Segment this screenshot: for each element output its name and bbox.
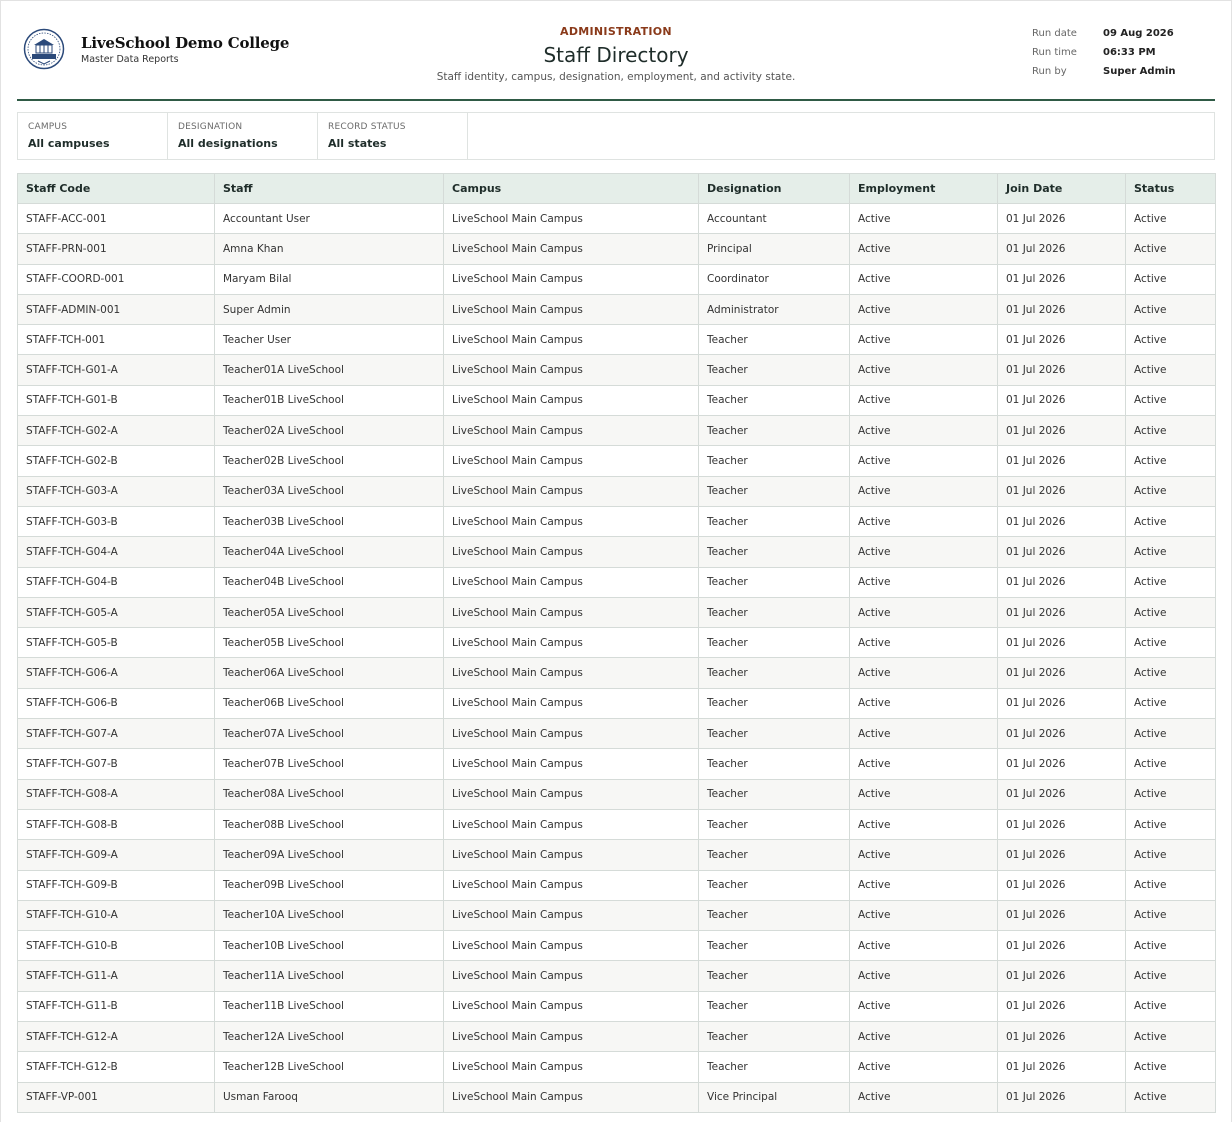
cell-employment: Active [850, 294, 998, 324]
cell-employment: Active [850, 900, 998, 930]
cell-employment: Active [850, 719, 998, 749]
cell-campus: LiveSchool Main Campus [444, 325, 699, 355]
meta-value: 06:33 PM [1103, 47, 1156, 58]
cell-staff-code: STAFF-TCH-G06-B [18, 688, 215, 718]
cell-status: Active [1126, 961, 1216, 991]
table-row [18, 1022, 1216, 1052]
cell-staff-code: STAFF-ACC-001 [18, 204, 215, 234]
cell-status: Active [1126, 476, 1216, 506]
cell-staff-code: STAFF-TCH-G09-B [18, 870, 215, 900]
cell-employment: Active [850, 991, 998, 1021]
meta-value: 09 Aug 2026 [1103, 28, 1174, 39]
cell-staff: Teacher05A LiveSchool [215, 597, 444, 627]
cell-designation: Teacher [699, 325, 850, 355]
cell-join-date: 01 Jul 2026 [998, 1052, 1126, 1082]
cell-staff-code: STAFF-TCH-G11-A [18, 961, 215, 991]
table-row [18, 688, 1216, 718]
cell-employment: Active [850, 537, 998, 567]
cell-staff: Teacher01A LiveSchool [215, 355, 444, 385]
cell-employment: Active [850, 658, 998, 688]
table-row [18, 840, 1216, 870]
cell-join-date: 01 Jul 2026 [998, 749, 1126, 779]
cell-campus: LiveSchool Main Campus [444, 385, 699, 415]
cell-join-date: 01 Jul 2026 [998, 779, 1126, 809]
cell-campus: LiveSchool Main Campus [444, 688, 699, 718]
cell-join-date: 01 Jul 2026 [998, 658, 1126, 688]
cell-staff: Teacher10A LiveSchool [215, 900, 444, 930]
cell-staff-code: STAFF-TCH-G09-A [18, 840, 215, 870]
cell-employment: Active [850, 840, 998, 870]
cell-designation: Teacher [699, 1022, 850, 1052]
cell-designation: Administrator [699, 294, 850, 324]
table-row [18, 506, 1216, 536]
filter-label: CAMPUS [28, 122, 68, 132]
cell-join-date: 01 Jul 2026 [998, 204, 1126, 234]
cell-designation: Teacher [699, 476, 850, 506]
cell-staff-code: STAFF-TCH-G07-A [18, 719, 215, 749]
page-title: Staff Directory [543, 43, 689, 67]
table-row [18, 537, 1216, 567]
table-row [18, 991, 1216, 1021]
cell-staff-code: STAFF-TCH-G05-B [18, 628, 215, 658]
cell-staff-code: STAFF-TCH-G11-B [18, 991, 215, 1021]
cell-join-date: 01 Jul 2026 [998, 385, 1126, 415]
cell-campus: LiveSchool Main Campus [444, 476, 699, 506]
cell-status: Active [1126, 991, 1216, 1021]
cell-staff: Amna Khan [215, 234, 444, 264]
cell-designation: Teacher [699, 385, 850, 415]
cell-join-date: 01 Jul 2026 [998, 931, 1126, 961]
cell-designation: Teacher [699, 870, 850, 900]
filter-value: All campuses [28, 137, 110, 150]
cell-designation: Teacher [699, 416, 850, 446]
cell-designation: Teacher [699, 900, 850, 930]
table-body [18, 204, 1216, 1113]
cell-staff: Teacher08B LiveSchool [215, 809, 444, 839]
cell-staff-code: STAFF-PRN-001 [18, 234, 215, 264]
cell-status: Active [1126, 416, 1216, 446]
table-row [18, 567, 1216, 597]
meta-run-date [1032, 27, 1176, 46]
cell-staff-code: STAFF-COORD-001 [18, 264, 215, 294]
cell-campus: LiveSchool Main Campus [444, 446, 699, 476]
cell-staff: Teacher11A LiveSchool [215, 961, 444, 991]
cell-staff: Teacher03A LiveSchool [215, 476, 444, 506]
cell-employment: Active [850, 961, 998, 991]
filter-value: All states [328, 137, 387, 150]
cell-status: Active [1126, 325, 1216, 355]
cell-join-date: 01 Jul 2026 [998, 506, 1126, 536]
table-row [18, 416, 1216, 446]
cell-designation: Vice Principal [699, 1082, 850, 1112]
cell-campus: LiveSchool Main Campus [444, 809, 699, 839]
cell-join-date: 01 Jul 2026 [998, 567, 1126, 597]
cell-employment: Active [850, 749, 998, 779]
column-header-designation: Designation [699, 174, 850, 204]
cell-designation: Teacher [699, 506, 850, 536]
org-subtitle: Master Data Reports [81, 53, 179, 65]
cell-join-date: 01 Jul 2026 [998, 597, 1126, 627]
cell-designation: Teacher [699, 779, 850, 809]
cell-employment: Active [850, 325, 998, 355]
filter-record-status [318, 113, 468, 159]
cell-designation: Teacher [699, 446, 850, 476]
cell-staff-code: STAFF-TCH-G08-B [18, 809, 215, 839]
cell-staff: Accountant User [215, 204, 444, 234]
org-name: LiveSchool Demo College [81, 33, 290, 52]
cell-designation: Teacher [699, 567, 850, 597]
cell-campus: LiveSchool Main Campus [444, 416, 699, 446]
cell-designation: Teacher [699, 931, 850, 961]
cell-status: Active [1126, 385, 1216, 415]
cell-employment: Active [850, 264, 998, 294]
cell-status: Active [1126, 1022, 1216, 1052]
table-row [18, 749, 1216, 779]
cell-campus: LiveSchool Main Campus [444, 961, 699, 991]
cell-campus: LiveSchool Main Campus [444, 204, 699, 234]
meta-label: Run by [1032, 66, 1067, 77]
cell-employment: Active [850, 234, 998, 264]
cell-staff: Teacher08A LiveSchool [215, 779, 444, 809]
table-row [18, 597, 1216, 627]
meta-label: Run date [1032, 28, 1077, 39]
cell-employment: Active [850, 446, 998, 476]
cell-join-date: 01 Jul 2026 [998, 991, 1126, 1021]
cell-campus: LiveSchool Main Campus [444, 597, 699, 627]
cell-staff: Maryam Bilal [215, 264, 444, 294]
cell-staff-code: STAFF-TCH-001 [18, 325, 215, 355]
cell-employment: Active [850, 870, 998, 900]
cell-designation: Teacher [699, 809, 850, 839]
cell-join-date: 01 Jul 2026 [998, 355, 1126, 385]
cell-staff: Teacher11B LiveSchool [215, 991, 444, 1021]
cell-designation: Teacher [699, 719, 850, 749]
cell-status: Active [1126, 537, 1216, 567]
table-row [18, 628, 1216, 658]
cell-employment: Active [850, 1052, 998, 1082]
filter-value: All designations [178, 137, 278, 150]
table-row [18, 476, 1216, 506]
meta-value: Super Admin [1103, 66, 1176, 77]
table-header-row [18, 174, 1216, 204]
filter-label: DESIGNATION [178, 122, 243, 132]
cell-staff: Teacher05B LiveSchool [215, 628, 444, 658]
staff-table-container [17, 173, 1215, 1113]
run-metadata [1032, 27, 1176, 84]
cell-staff-code: STAFF-TCH-G05-A [18, 597, 215, 627]
cell-designation: Teacher [699, 628, 850, 658]
cell-staff-code: STAFF-TCH-G06-A [18, 658, 215, 688]
cell-staff: Teacher02B LiveSchool [215, 446, 444, 476]
cell-campus: LiveSchool Main Campus [444, 628, 699, 658]
cell-designation: Teacher [699, 1052, 850, 1082]
cell-staff-code: STAFF-TCH-G03-A [18, 476, 215, 506]
cell-employment: Active [850, 355, 998, 385]
cell-campus: LiveSchool Main Campus [444, 749, 699, 779]
cell-staff: Teacher04A LiveSchool [215, 537, 444, 567]
meta-label: Run time [1032, 47, 1077, 58]
cell-status: Active [1126, 567, 1216, 597]
cell-employment: Active [850, 204, 998, 234]
cell-employment: Active [850, 385, 998, 415]
column-header-staff: Staff [215, 174, 444, 204]
cell-staff: Teacher04B LiveSchool [215, 567, 444, 597]
cell-join-date: 01 Jul 2026 [998, 1082, 1126, 1112]
cell-designation: Teacher [699, 991, 850, 1021]
filter-bar [17, 112, 1215, 160]
cell-staff: Teacher10B LiveSchool [215, 931, 444, 961]
cell-designation: Teacher [699, 537, 850, 567]
table-row [18, 779, 1216, 809]
cell-status: Active [1126, 658, 1216, 688]
report-header [17, 0, 1215, 101]
cell-staff: Usman Farooq [215, 1082, 444, 1112]
filter-label: RECORD STATUS [328, 122, 406, 132]
cell-status: Active [1126, 234, 1216, 264]
cell-staff: Teacher07B LiveSchool [215, 749, 444, 779]
cell-staff-code: STAFF-TCH-G10-A [18, 900, 215, 930]
cell-campus: LiveSchool Main Campus [444, 1022, 699, 1052]
cell-staff-code: STAFF-TCH-G08-A [18, 779, 215, 809]
cell-campus: LiveSchool Main Campus [444, 840, 699, 870]
cell-status: Active [1126, 870, 1216, 900]
cell-campus: LiveSchool Main Campus [444, 991, 699, 1021]
cell-staff-code: STAFF-TCH-G12-A [18, 1022, 215, 1052]
cell-status: Active [1126, 1052, 1216, 1082]
filter-designation [168, 113, 318, 159]
cell-staff-code: STAFF-TCH-G02-A [18, 416, 215, 446]
table-row [18, 719, 1216, 749]
cell-campus: LiveSchool Main Campus [444, 294, 699, 324]
cell-designation: Teacher [699, 961, 850, 991]
cell-staff-code: STAFF-TCH-G01-B [18, 385, 215, 415]
cell-status: Active [1126, 264, 1216, 294]
column-header-join-date: Join Date [998, 174, 1126, 204]
cell-staff: Teacher01B LiveSchool [215, 385, 444, 415]
cell-campus: LiveSchool Main Campus [444, 1082, 699, 1112]
cell-staff: Teacher07A LiveSchool [215, 719, 444, 749]
cell-join-date: 01 Jul 2026 [998, 294, 1126, 324]
column-header-status: Status [1126, 174, 1216, 204]
meta-run-time [1032, 46, 1176, 65]
cell-join-date: 01 Jul 2026 [998, 264, 1126, 294]
cell-join-date: 01 Jul 2026 [998, 416, 1126, 446]
cell-status: Active [1126, 1082, 1216, 1112]
cell-status: Active [1126, 900, 1216, 930]
cell-campus: LiveSchool Main Campus [444, 537, 699, 567]
cell-designation: Accountant [699, 204, 850, 234]
table-row [18, 385, 1216, 415]
table-row [18, 658, 1216, 688]
table-row [18, 900, 1216, 930]
cell-employment: Active [850, 1022, 998, 1052]
cell-status: Active [1126, 597, 1216, 627]
cell-campus: LiveSchool Main Campus [444, 355, 699, 385]
cell-staff: Teacher12A LiveSchool [215, 1022, 444, 1052]
cell-join-date: 01 Jul 2026 [998, 961, 1126, 991]
cell-staff-code: STAFF-VP-001 [18, 1082, 215, 1112]
table-row [18, 1052, 1216, 1082]
cell-join-date: 01 Jul 2026 [998, 870, 1126, 900]
cell-status: Active [1126, 779, 1216, 809]
cell-campus: LiveSchool Main Campus [444, 567, 699, 597]
cell-join-date: 01 Jul 2026 [998, 719, 1126, 749]
column-header-staff-code: Staff Code [18, 174, 215, 204]
cell-campus: LiveSchool Main Campus [444, 658, 699, 688]
table-row [18, 204, 1216, 234]
cell-join-date: 01 Jul 2026 [998, 537, 1126, 567]
cell-designation: Principal [699, 234, 850, 264]
cell-status: Active [1126, 688, 1216, 718]
cell-staff-code: STAFF-TCH-G02-B [18, 446, 215, 476]
cell-campus: LiveSchool Main Campus [444, 779, 699, 809]
table-row [18, 264, 1216, 294]
table-row [18, 870, 1216, 900]
table-row [18, 234, 1216, 264]
cell-status: Active [1126, 809, 1216, 839]
cell-designation: Teacher [699, 840, 850, 870]
cell-staff: Teacher09A LiveSchool [215, 840, 444, 870]
cell-designation: Teacher [699, 658, 850, 688]
cell-join-date: 01 Jul 2026 [998, 446, 1126, 476]
cell-employment: Active [850, 506, 998, 536]
cell-staff: Teacher06B LiveSchool [215, 688, 444, 718]
cell-staff-code: STAFF-TCH-G01-A [18, 355, 215, 385]
cell-staff: Teacher06A LiveSchool [215, 658, 444, 688]
cell-staff-code: STAFF-ADMIN-001 [18, 294, 215, 324]
cell-join-date: 01 Jul 2026 [998, 1022, 1126, 1052]
cell-campus: LiveSchool Main Campus [444, 506, 699, 536]
cell-status: Active [1126, 446, 1216, 476]
cell-staff-code: STAFF-TCH-G04-B [18, 567, 215, 597]
cell-staff-code: STAFF-TCH-G10-B [18, 931, 215, 961]
column-header-employment: Employment [850, 174, 998, 204]
table-row [18, 961, 1216, 991]
column-header-campus: Campus [444, 174, 699, 204]
table-row [18, 446, 1216, 476]
cell-join-date: 01 Jul 2026 [998, 476, 1126, 506]
cell-join-date: 01 Jul 2026 [998, 900, 1126, 930]
cell-staff: Super Admin [215, 294, 444, 324]
filter-campus [18, 113, 168, 159]
cell-campus: LiveSchool Main Campus [444, 931, 699, 961]
cell-staff: Teacher09B LiveSchool [215, 870, 444, 900]
cell-join-date: 01 Jul 2026 [998, 809, 1126, 839]
report-category: ADMINISTRATION [560, 25, 672, 38]
cell-status: Active [1126, 294, 1216, 324]
cell-campus: LiveSchool Main Campus [444, 870, 699, 900]
table-row [18, 1082, 1216, 1112]
table-row [18, 325, 1216, 355]
cell-staff-code: STAFF-TCH-G03-B [18, 506, 215, 536]
cell-employment: Active [850, 688, 998, 718]
cell-campus: LiveSchool Main Campus [444, 900, 699, 930]
cell-join-date: 01 Jul 2026 [998, 840, 1126, 870]
cell-designation: Coordinator [699, 264, 850, 294]
cell-employment: Active [850, 779, 998, 809]
cell-status: Active [1126, 749, 1216, 779]
cell-employment: Active [850, 809, 998, 839]
cell-status: Active [1126, 719, 1216, 749]
cell-join-date: 01 Jul 2026 [998, 325, 1126, 355]
cell-staff-code: STAFF-TCH-G12-B [18, 1052, 215, 1082]
cell-employment: Active [850, 597, 998, 627]
cell-status: Active [1126, 931, 1216, 961]
staff-table [17, 173, 1216, 1113]
cell-designation: Teacher [699, 688, 850, 718]
cell-employment: Active [850, 416, 998, 446]
cell-join-date: 01 Jul 2026 [998, 628, 1126, 658]
cell-employment: Active [850, 476, 998, 506]
table-row [18, 809, 1216, 839]
cell-status: Active [1126, 840, 1216, 870]
cell-employment: Active [850, 628, 998, 658]
cell-designation: Teacher [699, 355, 850, 385]
cell-campus: LiveSchool Main Campus [444, 264, 699, 294]
table-row [18, 355, 1216, 385]
cell-campus: LiveSchool Main Campus [444, 719, 699, 749]
cell-employment: Active [850, 931, 998, 961]
cell-status: Active [1126, 355, 1216, 385]
cell-designation: Teacher [699, 597, 850, 627]
table-row [18, 294, 1216, 324]
cell-staff-code: STAFF-TCH-G04-A [18, 537, 215, 567]
cell-campus: LiveSchool Main Campus [444, 234, 699, 264]
cell-designation: Teacher [699, 749, 850, 779]
meta-run-by [1032, 65, 1176, 84]
cell-staff: Teacher03B LiveSchool [215, 506, 444, 536]
cell-campus: LiveSchool Main Campus [444, 1052, 699, 1082]
page-subtitle: Staff identity, campus, designation, employment, and activity state. [436, 71, 796, 83]
cell-status: Active [1126, 628, 1216, 658]
cell-staff: Teacher User [215, 325, 444, 355]
cell-staff-code: STAFF-TCH-G07-B [18, 749, 215, 779]
cell-status: Active [1126, 506, 1216, 536]
cell-staff: Teacher02A LiveSchool [215, 416, 444, 446]
table-row [18, 931, 1216, 961]
cell-employment: Active [850, 1082, 998, 1112]
cell-status: Active [1126, 204, 1216, 234]
cell-join-date: 01 Jul 2026 [998, 688, 1126, 718]
cell-join-date: 01 Jul 2026 [998, 234, 1126, 264]
cell-employment: Active [850, 567, 998, 597]
cell-staff: Teacher12B LiveSchool [215, 1052, 444, 1082]
